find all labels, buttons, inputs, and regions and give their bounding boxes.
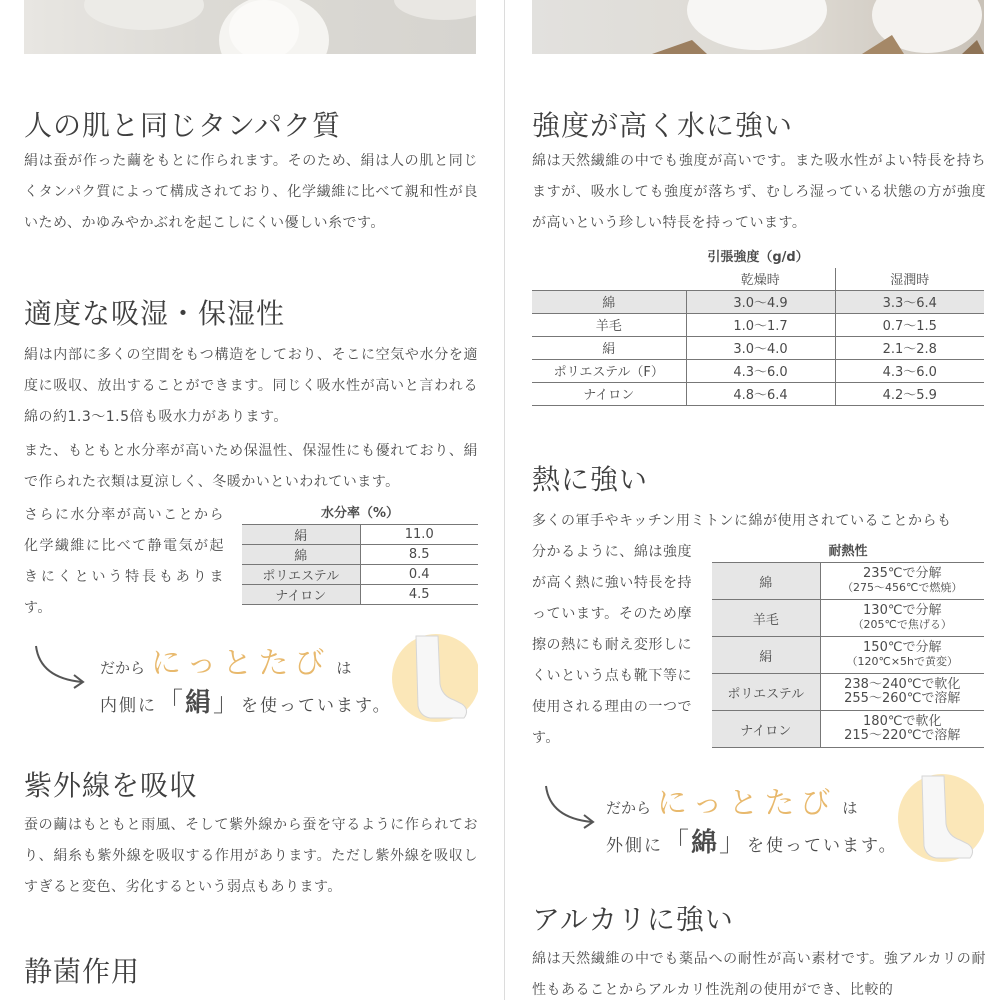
heat-row-line1: 235℃で分解 (863, 566, 942, 581)
heat-row-label: ナイロン (712, 711, 820, 748)
heat-row-line1: 130℃で分解 (863, 603, 942, 618)
moisture-row-label: ナイロン (242, 585, 360, 605)
heat-row-label: ポリエステル (712, 674, 820, 711)
heat-row-line1: 180℃で軟化 (863, 714, 942, 729)
moisture-row-value: 11.0 (360, 525, 478, 545)
sock-illustration (892, 770, 984, 866)
strength-col-dry: 乾燥時 (686, 268, 835, 290)
strength-row-dry: 4.8〜6.4 (686, 382, 835, 405)
tagline-line1: だから にっとたび は (606, 786, 858, 821)
strength-row-dry: 1.0〜1.7 (686, 313, 835, 336)
moisture-row-value: 4.5 (360, 585, 478, 605)
tagline-line1: だから にっとたび は (100, 646, 352, 681)
strength-row-dry: 4.3〜6.0 (686, 359, 835, 382)
moisture-row-label: ポリエステル (242, 565, 360, 585)
table-row (532, 359, 984, 382)
heat-row-label: 綿 (712, 563, 820, 600)
heat-row-line1: 150℃で分解 (863, 640, 942, 655)
section-title-antibacterial: 静菌作用 (24, 955, 141, 988)
section-title-strength: 強度が高く水に強い (532, 109, 794, 142)
heat-row-line2: 255〜260℃で溶解 (844, 691, 961, 706)
table-row (712, 563, 984, 600)
strength-row-label: 羊毛 (532, 313, 686, 336)
table-row (532, 382, 984, 405)
section-text-moisture-2: また、もともと水分率が高いため保温性、保湿性にも優れており、絹で作られた衣類は夏涼しく、冬暖かいといわれています。 (24, 443, 478, 490)
strength-table (532, 268, 984, 406)
table-row (712, 600, 984, 637)
strength-row-wet: 4.3〜6.0 (835, 359, 984, 382)
heat-row-line2: （205℃で焦げる） (852, 618, 952, 631)
tagline-cotton (540, 776, 984, 866)
silk-cocoon-photo (24, 0, 476, 54)
heat-row-line2: 215〜220℃で溶解 (844, 728, 961, 743)
moisture-table (242, 524, 478, 605)
section-title-uv: 紫外線を吸収 (24, 769, 199, 802)
section-text-heat: 分かるように、綿は強度が高く熱に強い特長を持っています。そのため摩擦の熱にも耐え変形しにくいという点も靴下等に使用される理由の一つです。 (532, 544, 692, 746)
section-title-moisture: 適度な吸湿・保湿性 (24, 297, 286, 330)
table-row (712, 674, 984, 711)
tagline-line2: 外側に「綿」を使っています。 (606, 828, 898, 858)
strength-row-wet: 4.2〜5.9 (835, 382, 984, 405)
strength-row-wet: 2.1〜2.8 (835, 336, 984, 359)
section-title-alkali: アルカリに強い (532, 903, 734, 936)
strength-table-caption: 引張強度（g/d） (707, 250, 809, 265)
section-text-protein: 絹は蚕が作った繭をもとに作られます。そのため、絹は人の肌と同じくタンパク質によって構成されており、化学繊維に比べて親和性が良いため、かゆみやかぶれを起こしにくい優しい糸です。 (24, 153, 478, 231)
moisture-row-label: 綿 (242, 545, 360, 565)
heat-row-line2: （120℃×5hで黄変） (846, 655, 959, 668)
section-text-alkali: 綿は天然繊維の中でも薬品への耐性が高い素材です。強アルカリの耐性もあることからアルカリ性洗剤の使用ができ、比較的 (532, 951, 986, 998)
cotton-photo (532, 0, 984, 54)
heat-row-label: 絹 (712, 637, 820, 674)
heat-table (712, 562, 984, 748)
heat-row-value (820, 674, 984, 711)
tagline-silk (30, 636, 480, 726)
heat-row-line2: （275〜456℃で燃焼） (842, 581, 963, 594)
strength-row-label: 綿 (532, 290, 686, 313)
heat-row-value (820, 637, 984, 674)
column-divider (504, 0, 505, 1000)
table-row (532, 336, 984, 359)
sock-illustration (386, 630, 478, 726)
section-text-moisture-3: さらに水分率が高いことから化学繊維に比べて静電気が起きにくという特長もあります。 (24, 507, 224, 616)
table-row (712, 711, 984, 748)
strength-col-wet: 湿潤時 (835, 268, 984, 290)
table-row (242, 585, 478, 605)
heat-row-value (820, 711, 984, 748)
table-row (242, 565, 478, 585)
curved-arrow-icon (540, 782, 600, 832)
moisture-table-caption: 水分率（%） (320, 506, 400, 521)
table-row (242, 525, 478, 545)
table-row (532, 313, 984, 336)
curved-arrow-icon (30, 642, 90, 692)
heat-row-value (820, 600, 984, 637)
strength-row-dry: 3.0〜4.0 (686, 336, 835, 359)
section-text-heat-intro: 多くの軍手やキッチン用ミトンに綿が使用されていることからも (532, 513, 952, 529)
heat-row-value (820, 563, 984, 600)
section-title-heat: 熱に強い (532, 463, 649, 496)
section-title-protein: 人の肌と同じタンパク質 (24, 109, 342, 142)
strength-row-label: 絹 (532, 336, 686, 359)
section-text-uv: 蚕の繭はもともと雨風、そして紫外線から蚕を守るように作られており、絹糸も紫外線を吸収する作用があります。ただし紫外線を吸収しすぎると変色、劣化するという弱点もあります。 (24, 817, 478, 895)
table-row (532, 290, 984, 313)
heat-row-line1: 238〜240℃で軟化 (844, 677, 961, 692)
strength-row-label: ナイロン (532, 382, 686, 405)
tagline-line2: 内側に「絹」を使っています。 (100, 688, 392, 718)
section-text-strength: 綿は天然繊維の中でも強度が高いです。また吸水性がよい特長を持ちますが、吸水しても強度が落ちず、むしろ湿っている状態の方が強度が高いという珍しい特長を持っています。 (532, 153, 986, 231)
heat-table-caption: 耐熱性 (828, 544, 868, 559)
section-text-moisture-1: 絹は内部に多くの空間をもつ構造をしており、そこに空気や水分を適度に吸収、放出することができます。同じく吸水性が高いと言われる綿の約1.3〜1.5倍も吸水力があります。 (24, 347, 478, 425)
moisture-row-label: 絹 (242, 525, 360, 545)
table-row (242, 545, 478, 565)
strength-row-wet: 3.3〜6.4 (835, 290, 984, 313)
moisture-row-value: 8.5 (360, 545, 478, 565)
heat-row-label: 羊毛 (712, 600, 820, 637)
table-row (712, 637, 984, 674)
strength-row-dry: 3.0〜4.9 (686, 290, 835, 313)
strength-row-wet: 0.7〜1.5 (835, 313, 984, 336)
strength-row-label: ポリエステル（F） (532, 359, 686, 382)
moisture-row-value: 0.4 (360, 565, 478, 585)
